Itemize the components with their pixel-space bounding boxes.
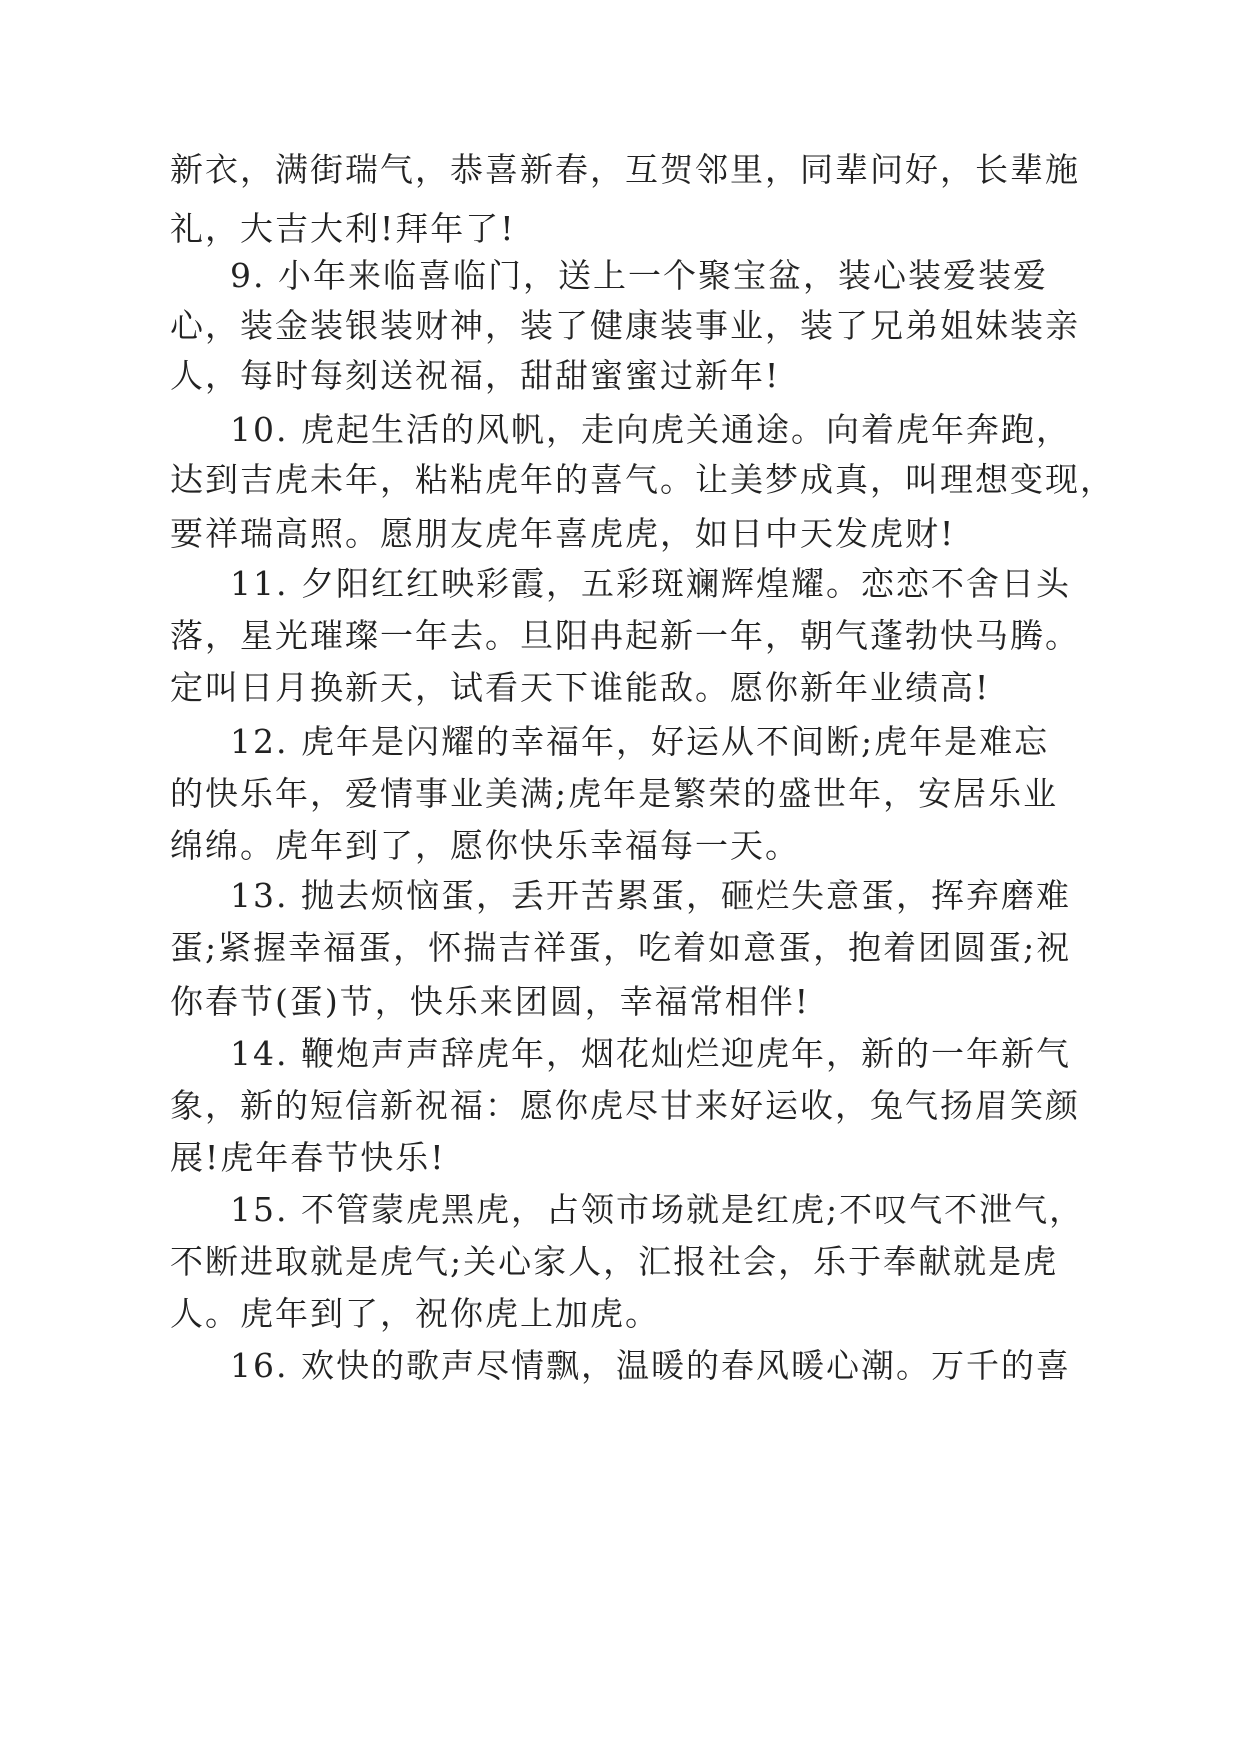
text-line: 16. 欢快的歌声尽情飘，温暖的春风暖心潮。万千的喜 <box>230 1346 1071 1385</box>
text-line: 人。虎年到了，祝你虎上加虎。 <box>170 1294 660 1333</box>
text-line: 人，每时每刻送祝福，甜甜蜜蜜过新年! <box>170 356 781 395</box>
text-line: 12. 虎年是闪耀的幸福年，好运从不间断;虎年是难忘 <box>230 722 1050 761</box>
text-line: 定叫日月换新天，试看天下谁能敌。愿你新年业绩高! <box>170 668 991 707</box>
text-line: 礼，大吉大利!拜年了! <box>170 209 516 248</box>
text-line: 的快乐年，爱情事业美满;虎年是繁荣的盛世年，安居乐业 <box>170 774 1059 813</box>
text-line: 你春节(蛋)节，快乐来团圆，幸福常相伴! <box>170 982 811 1021</box>
text-line: 达到吉虎未年，粘粘虎年的喜气。让美梦成真，叫理想变现， <box>170 460 1115 499</box>
text-line: 11. 夕阳红红映彩霞，五彩斑斓辉煌耀。恋恋不舍日头 <box>230 564 1071 603</box>
text-line: 10. 虎起生活的风帆，走向虎关通途。向着虎年奔跑， <box>230 410 1071 449</box>
text-line: 不断进取就是虎气;关心家人，汇报社会，乐于奉献就是虎 <box>170 1242 1059 1281</box>
text-line: 展!虎年春节快乐! <box>170 1138 446 1177</box>
text-line: 13. 抛去烦恼蛋，丢开苦累蛋，砸烂失意蛋，挥弃磨难 <box>230 876 1071 915</box>
text-line: 象，新的短信新祝福：愿你虎尽甘来好运收，兔气扬眉笑颜 <box>170 1086 1080 1125</box>
text-line: 落，星光璀璨一年去。旦阳冉起新一年，朝气蓬勃快马腾。 <box>170 616 1080 655</box>
text-line: 15. 不管蒙虎黑虎，占领市场就是红虎;不叹气不泄气， <box>230 1190 1085 1229</box>
text-line: 心，装金装银装财神，装了健康装事业，装了兄弟姐妹装亲 <box>170 306 1080 345</box>
text-line: 新衣，满街瑞气，恭喜新春，互贺邻里，同辈问好，长辈施 <box>170 150 1080 189</box>
text-line: 14. 鞭炮声声辞虎年，烟花灿烂迎虎年，新的一年新气 <box>230 1034 1071 1073</box>
text-line: 绵绵。虎年到了，愿你快乐幸福每一天。 <box>170 826 800 865</box>
text-line: 蛋;紧握幸福蛋，怀揣吉祥蛋，吃着如意蛋，抱着团圆蛋;祝 <box>170 928 1072 967</box>
text-line: 要祥瑞高照。愿朋友虎年喜虎虎，如日中天发虎财! <box>170 514 956 553</box>
text-line: 9. 小年来临喜临门，送上一个聚宝盆，装心装爱装爱 <box>230 256 1048 295</box>
